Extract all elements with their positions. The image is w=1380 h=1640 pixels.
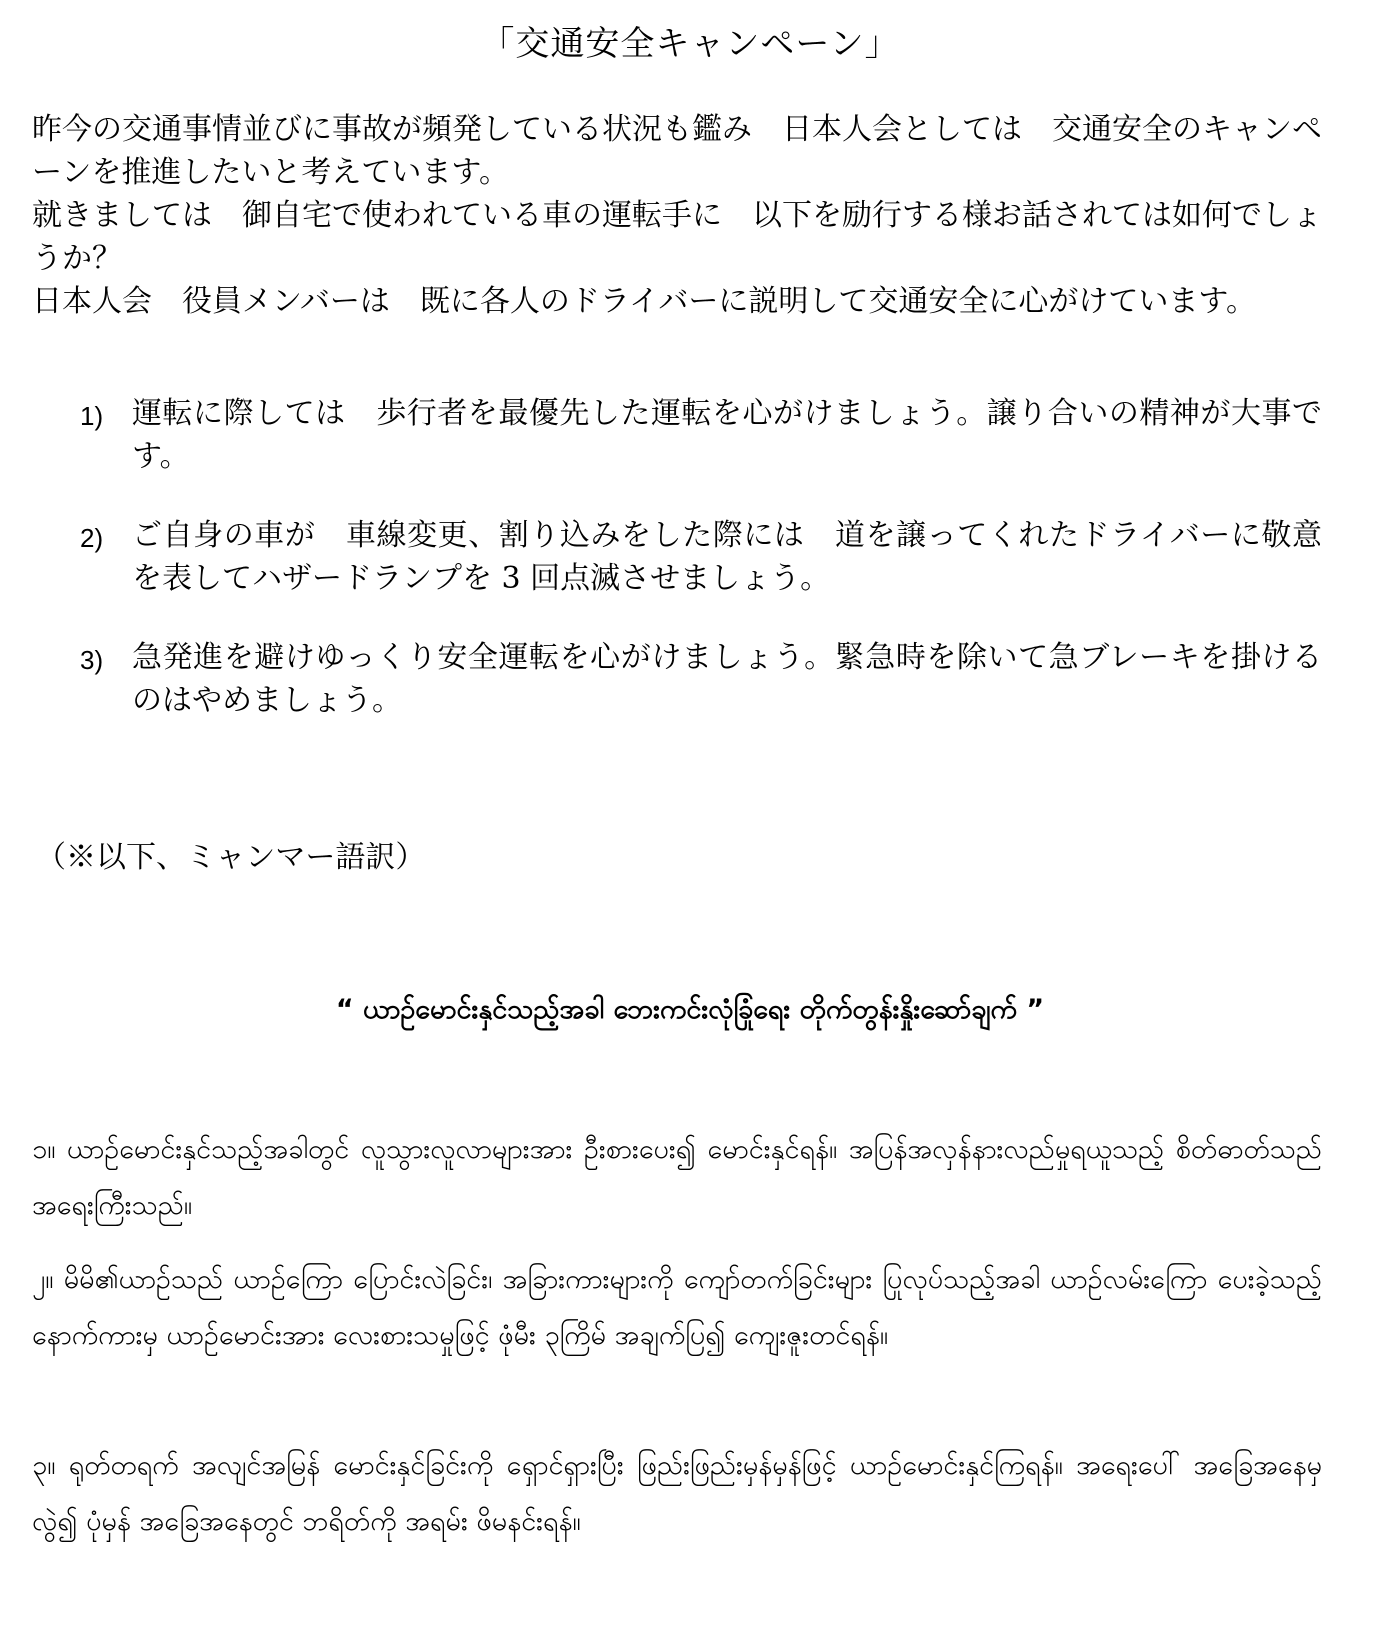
- item-number: 1): [80, 401, 104, 431]
- page-title: 「交通安全キャンペーン」: [480, 24, 900, 64]
- item-text: ご自身の車が 車線変更、割り込みをした際には 道を譲ってくれたドライバーに敬意を表してハザードランプを 3 回点滅させましょう。: [132, 518, 1322, 596]
- intro-text: [32, 108, 1322, 323]
- myanmar-list-item: ၂။ မိမိ၏ယာဉ်သည် ယာဉ်ကြော ပြောင်းလဲခြင်း၊ အခြားကားများကို ကျော်တက်ခြင်းများ ပြုလုပ်သည့်အခါ ယာဉ်လမ်းကြော ပေးခဲ့သည့် နောက်ကားမှ ယာဉ်မောင်းအား လေးစားသမှုဖြင့် ဖုံမီး ၃ကြိမ် အချက်ပြ၍ ကျေးဇူးတင်ရန်။: [32, 1264, 1322, 1351]
- intro-paragraph: 就きましては 御自宅で使われている車の運転手に 以下を励行する様お話されては如何でしょうか？: [32, 198, 1322, 276]
- translation-note: （※以下、ミャンマー語訳）: [36, 840, 426, 875]
- item-text: 運転に際しては 歩行者を最優先した運転を心がけましょう。譲り合いの精神が大事です。: [132, 396, 1322, 474]
- myanmar-title: “ ယာဉ်မောင်းနှင်သည့်အခါ ဘေးကင်းလုံခြုံရေး တိုက်တွန်းနှိုးဆော်ချက် ”: [335, 994, 1045, 1025]
- myanmar-list-item: ၁။ ယာဉ်မောင်းနှင်သည့်အခါတွင် လူသွားလူလာများအား ဦးစားပေး၍ မောင်းနှင်ရန်။ အပြန်အလှန်နားလည်မှုရယူသည့် စိတ်ဓာတ်သည် အရေးကြီးသည်။: [32, 1134, 1322, 1221]
- item-number: 3): [80, 645, 104, 675]
- intro-paragraph: 昨今の交通事情並びに事故が頻発している状況も鑑み 日本人会としては 交通安全のキャンペーンを推進したいと考えています。: [32, 112, 1322, 190]
- item-number: 2): [80, 523, 104, 553]
- item-text: 急発進を避けゆっくり安全運転を心がけましょう。緊急時を除いて急ブレーキを掛けるのはやめましょう。: [132, 640, 1322, 718]
- myanmar-list-item: ၃။ ရုတ်တရက် အလျင်အမြန် မောင်းနှင်ခြင်းကို ရှောင်ရှားပြီး ဖြည်းဖြည်းမှန်မှန်ဖြင့် ယာဉ်မောင်းနှင်ကြရန်။ အရေးပေါ် အခြေအနေမှလွဲ၍ ပုံမှန် အခြေအနေတွင် ဘရိတ်ကို အရမ်း ဖိမနင်းရန်။: [32, 1450, 1322, 1537]
- intro-paragraph: 日本人会 役員メンバーは 既に各人のドライバーに説明して交通安全に心がけています。: [32, 284, 1256, 319]
